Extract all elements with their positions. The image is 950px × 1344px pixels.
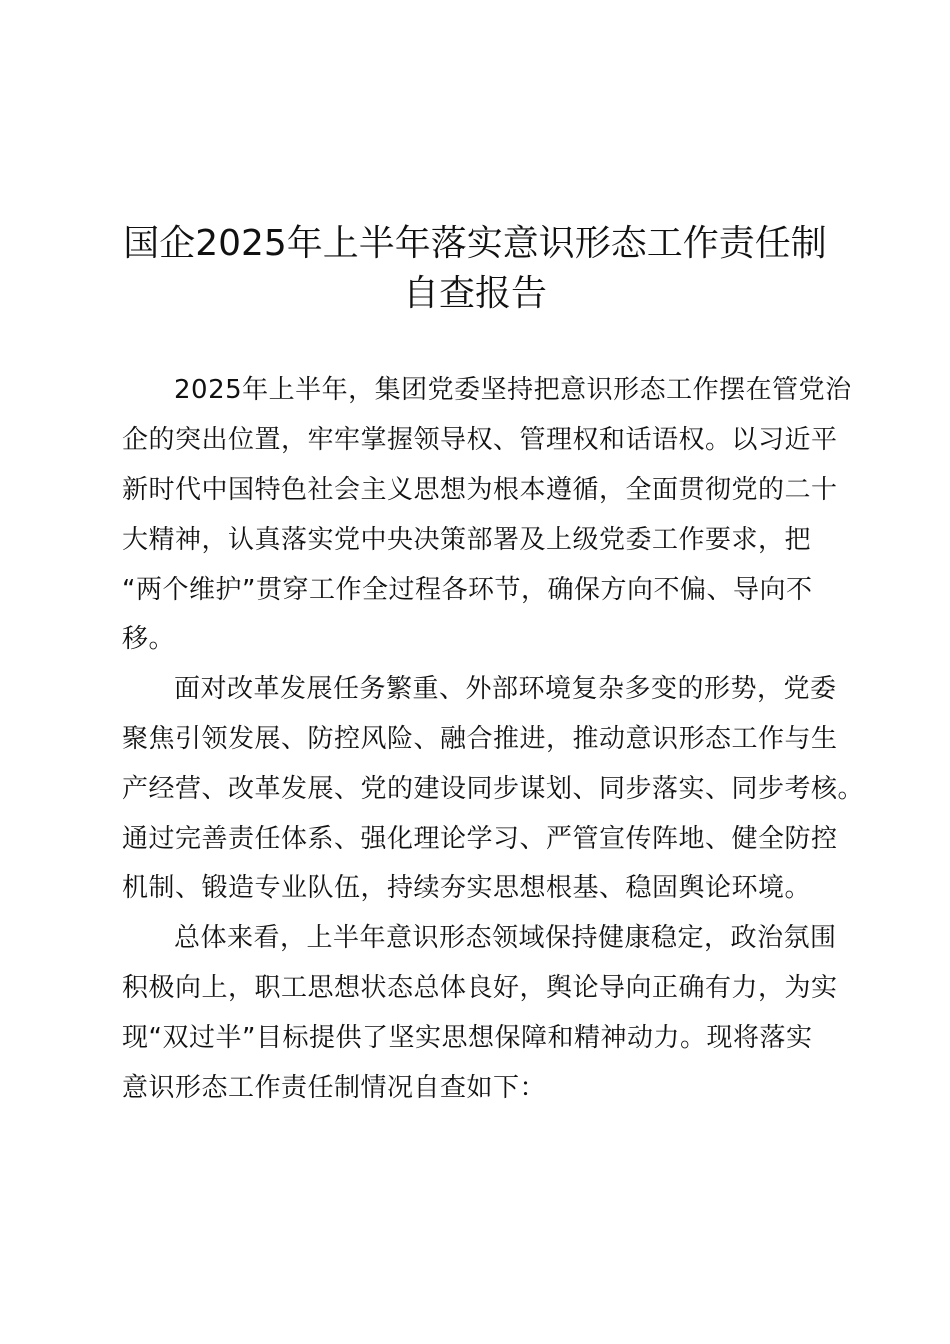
paragraph-line: 总体来看，上半年意识形态领域保持健康稳定，政治氛围 <box>174 923 837 953</box>
paragraph-line: 产经营、改革发展、党的建设同步谋划、同步落实、同步考核。 <box>122 774 865 804</box>
paragraph-line: 新时代中国特色社会主义思想为根本遵循，全面贯彻党的二十 <box>122 475 838 505</box>
paragraph-line: 聚焦引领发展、防控风险、融合推进，推动意识形态工作与生 <box>122 724 838 754</box>
paragraph-line: 2025年上半年，集团党委坚持把意识形态工作摆在管党治 <box>174 375 852 405</box>
document-title-line-2: 自查报告 <box>402 273 547 314</box>
paragraph-line: 企的突出位置，牢牢掌握领导权、管理权和话语权。以习近平 <box>122 425 838 455</box>
paragraph-line: 现“双过半”目标提供了坚实思想保障和精神动力。现将落实 <box>122 1023 813 1053</box>
paragraph-line: 意识形态工作责任制情况自查如下： <box>122 1073 547 1103</box>
document-title-line-1: 国企2025年上半年落实意识形态工作责任制 <box>123 223 827 264</box>
paragraph-line: 机制、锻造专业队伍，持续夯实思想根基、稳固舆论环境。 <box>122 873 812 903</box>
paragraph-line: “两个维护”贯穿工作全过程各环节，确保方向不偏、导向不 <box>122 575 813 605</box>
paragraph-line: 通过完善责任体系、强化理论学习、严管宣传阵地、健全防控 <box>122 824 838 854</box>
paragraph-line: 大精神，认真落实党中央决策部署及上级党委工作要求，把 <box>122 525 812 555</box>
paragraph-line: 面对改革发展任务繁重、外部环境复杂多变的形势，党委 <box>174 674 837 704</box>
paragraph-line: 积极向上，职工思想状态总体良好，舆论导向正确有力，为实 <box>122 973 838 1003</box>
paragraph-line: 移。 <box>122 624 176 654</box>
